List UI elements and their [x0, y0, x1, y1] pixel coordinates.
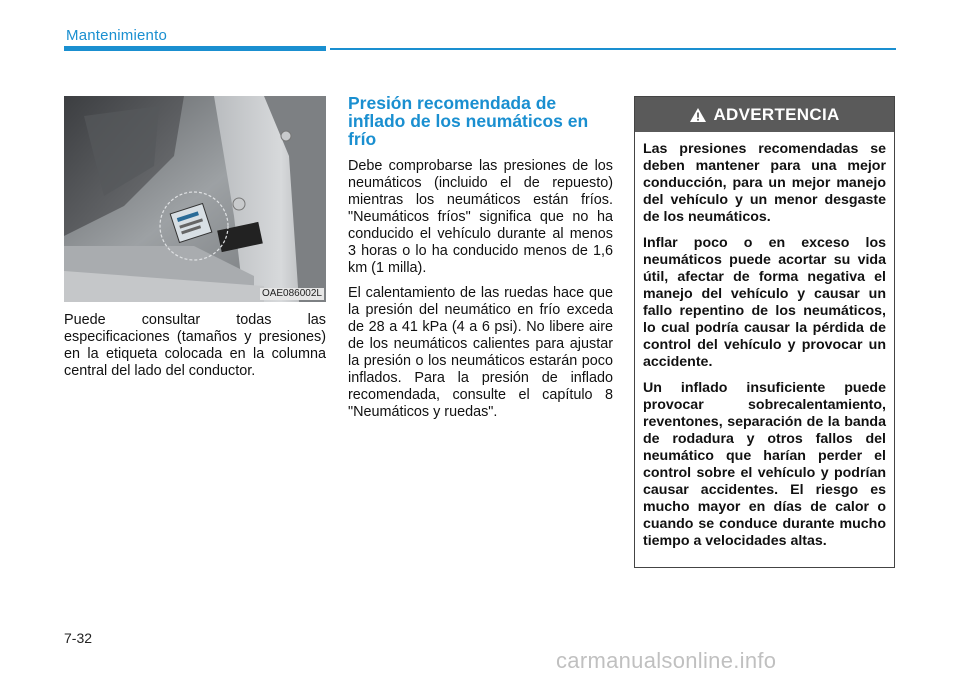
section-title: Mantenimiento — [66, 27, 167, 44]
warning-triangle-icon — [689, 107, 707, 123]
body-paragraph: El calentamiento de las ruedas hace que la presión del neumático en frío exceda de 28 a 41 kPa (4 a 6 psi). No libere aire de los neumáticos calientes para ajustar la presión o los neumáticos estarán poco inflados. Para la presión de inflado recomendada, consulte el capítulo 8 "Neumáticos y ruedas". — [348, 285, 613, 420]
warning-box — [634, 96, 895, 568]
section-heading: Presión recomendada de inflado de los neumáticos en frío — [348, 93, 589, 149]
door-pillar-illustration — [64, 96, 326, 302]
warning-title: ADVERTENCIA — [713, 104, 840, 124]
warning-header — [635, 97, 894, 132]
warning-body — [635, 132, 894, 550]
watermark: carmanualsonline.info — [556, 648, 777, 673]
header-rule-thick — [64, 46, 326, 51]
warning-paragraph: Un inflado insuficiente puede provocar sobrecalentamiento, reventones, separación de la banda de rodadura y otros fallos del neumático que harían perder el control sobre el vehículo y podrían causar accidentes. El riesgo es mucho mayor en días de calor o cuando se conduce durante mucho tiempo a velocidades altas. — [643, 380, 886, 549]
header-rule-thin — [330, 48, 896, 50]
tire-label-photo — [64, 96, 326, 302]
left-paragraph: Puede consultar todas las especificaciones (tamaños y presiones) en la etiqueta colocada en la columna central del lado del conductor. — [64, 312, 326, 379]
body-paragraph: Debe comprobarse las presiones de los neumáticos (incluido el de repuesto) mientras los neumáticos están fríos. "Neumáticos fríos" significa que no ha conducido el vehículo durante al menos 3 horas o lo ha conducido menos de 1,6 km (1 milla). — [348, 158, 613, 276]
page-number: 7-32 — [64, 630, 93, 646]
warning-paragraph: Las presiones recomendadas se deben mantener para una mejor conducción, para un mejor manejo del vehículo y un menor desgaste de los neumáticos. — [643, 141, 886, 225]
middle-column — [348, 94, 613, 429]
figure-code: OAE086002L — [261, 288, 322, 299]
warning-paragraph: Inflar poco o en exceso los neumáticos puede acortar su vida útil, afectar de forma negativa el manejo del vehículo y causar un fallo repentino de los neumáticos, lo cual podría causar la pérdida de control del vehículo y provocar un accidente. — [643, 235, 886, 370]
